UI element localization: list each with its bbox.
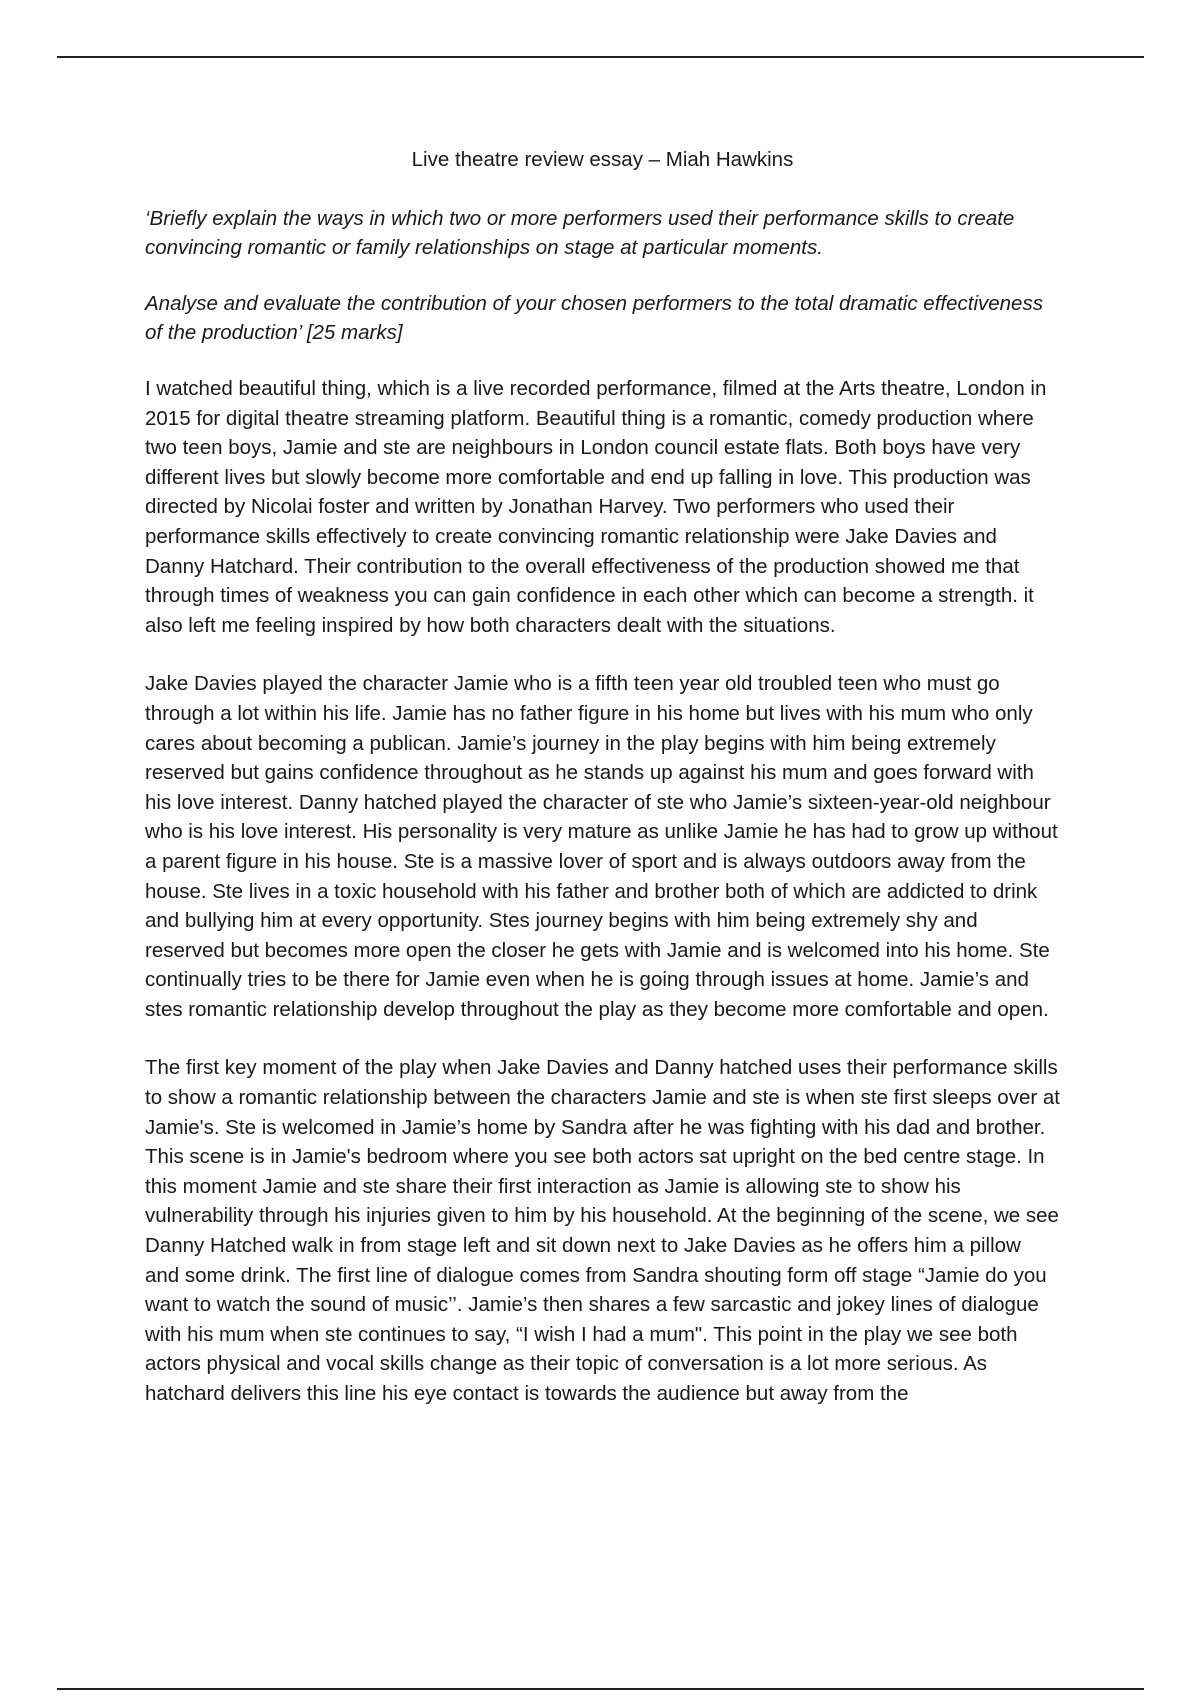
essay-question-part-1: ‘Briefly explain the ways in which two or more performers used their performance skills to create convincing romantic or family relationships on stage at particular moments. bbox=[145, 207, 1015, 259]
footer-rule bbox=[57, 1688, 1144, 1690]
body-paragraph-3: The first key moment of the play when Jake Davies and Danny hatched uses their performance skills to show a romantic relationship between the characters Jamie and ste is when ste first sleeps over at Jamie's. Ste is welcomed in Jamie’s home by Sandra after he was fighting with his dad and brother. This scene is in Jamie's bedroom where you see both actors sat upright on the bed centre stage. In this moment Jamie and ste share their first interaction as Jamie is allowing ste to show his vulnerability through his injuries given to him by his household. At the beginning of the scene, we see Danny Hatched walk in from stage left and sit down next to Jake Davies as he offers him a pillow and some drink. The first line of dialogue comes from Sandra shouting form off stage “Jamie do you want to watch the sound of music’’. Jamie’s then shares a few sarcastic and jokey lines of dialogue with his mum when ste continues to say, “I wish I had a mum". This point in the play we see both actors physical and vocal skills change as their topic of conversation is a lot more serious. As hatchard delivers this line his eye contact is towards the audience but away from the bbox=[145, 1056, 1060, 1405]
body-paragraph-2: Jake Davies played the character Jamie who is a fifth teen year old troubled teen who must go through a lot within his life. Jamie has no father figure in his home but lives with his mum who only cares about becoming a publican. Jamie’s journey in the play begins with him being extremely reserved but gains confidence throughout as he stands up against his mum and goes forward with his love interest. Danny hatched played the character of ste who Jamie’s sixteen-year-old neighbour who is his love interest. His personality is very mature as unlike Jamie he has had to grow up without a parent figure in his house. Ste is a massive lover of sport and is always outdoors away from the house. Ste lives in a toxic household with his father and brother both of which are addicted to drink and bullying him at every opportunity. Stes journey begins with him being extremely shy and reserved but becomes more open the closer he gets with Jamie and is welcomed into his home. Ste continually tries to be there for Jamie even when he is going through issues at home. Jamie’s and stes romantic relationship develop throughout the play as they become more comfortable and open. bbox=[145, 672, 1058, 1021]
document-title: Live theatre review essay – Miah Hawkins bbox=[411, 148, 794, 171]
header-rule bbox=[57, 56, 1144, 58]
document-body bbox=[145, 146, 1060, 1409]
essay-question-part-2: Analyse and evaluate the contribution of your chosen performers to the total dramatic effectiveness of the production’ [25 marks] bbox=[145, 292, 1043, 344]
body-paragraph-1: I watched beautiful thing, which is a live recorded performance, filmed at the Arts theatre, London in 2015 for digital theatre streaming platform. Beautiful thing is a romantic, comedy production where two teen boys, Jamie and ste are neighbours in London council estate flats. Both boys have very different lives but slowly become more comfortable and end up falling in love. This production was directed by Nicolai foster and written by Jonathan Harvey. Two performers who used their performance skills effectively to create convincing romantic relationship were Jake Davies and Danny Hatchard. Their contribution to the overall effectiveness of the production showed me that through times of weakness you can gain confidence in each other which can become a strength. it also left me feeling inspired by how both characters dealt with the situations. bbox=[145, 377, 1047, 637]
